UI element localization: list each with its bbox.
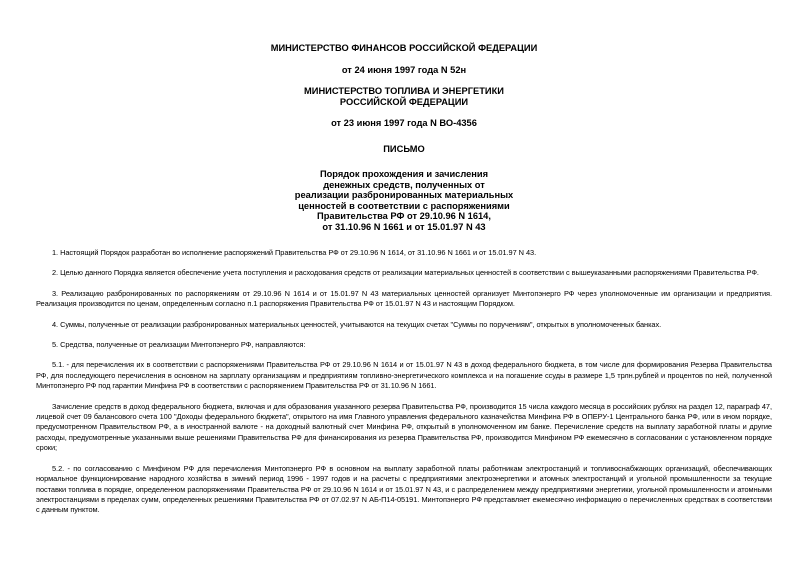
paragraph-5-1: 5.1. - для перечисления их в соответствии с распоряжениями Правительства РФ от 29.10.96 N 1614 и от 15.01.97 N 43 в доход федерального бюджета, в том числе для формирования Резерва Правительства РФ, для последующего перечисления в основном на зарплату организациям и предприятиям топливно-энергетического комплекса и на погашение ссуды в размере 1,5 трлн.рублей и процентов по ней, полученной Минтопэнерго РФ под гарантии Минфина РФ в соответствии с распоряжением Правительства РФ от 31.10.96 N 1661. xyxy=(36,360,772,391)
paragraph-5: 5. Средства, полученные от реализации Минтопэнерго РФ, направляются: xyxy=(52,340,306,350)
paragraph-crediting: Зачисление средств в доход федерального бюджета, включая и для образования указанного резерва Правительства РФ, производится 15 числа каждого месяца в российских рублях на раздел 12, параграф 47, лицевой счет 09 балансового счета 100 "Доходы федерального бюджета", открытого на имя Главного управления федерального казначейства Минфина РФ в ОПЕРУ-1 Центрального банка РФ, или в ином порядке, предусмотренном Правительством РФ, а в иностранной валюте - на доходный валютный счет Минфина РФ, открытый в уполномоченном им банке. Перечисление средств на выплату заработной платы и другие расходы, предусмотренные указанными выше решениями Правительства РФ для финансирования из резерва Правительства РФ, производится Минфином РФ ежемесячно в согласовании с установленном порядке сроки; xyxy=(36,401,772,453)
date-finance: от 24 июня 1997 года N 52н xyxy=(341,64,467,75)
title-line: от 31.10.96 N 1661 и от 15.01.97 N 43 xyxy=(322,221,486,232)
paragraph-5-2: 5.2. - по согласованию с Минфином РФ для перечисления Минтопэнерго РФ в основном на выплату заработной платы работникам электростанций и топливоснабжающих организаций, обеспечивающих нормальное функционирование народного хозяйства в зимний период 1996 - 1997 годов и на расчеты с предприятиями электроэнергетики и атомных электростанций и угольной промышленности за текущие поставки топлива в порядке, определенном распоряжениями Правительства РФ от 29.10.96 N 1614 и от 15.01.97 N 43, и с распределением между предприятиями энергетики, угольной промышленности и атомными электростанциями в пределах сумм, определенных решениями Правительства РФ от 07.02.97 N АБ-П14-05191. Минтопэнерго РФ представляет ежемесячно информацию о перечисленных средствах в соответствии с данным пунктом. xyxy=(36,463,772,515)
paragraph-4: 4. Суммы, полученные от реализации разбронированных материальных ценностей, учитываются на текущих счетах "Суммы по поручениям", открытых в уполномоченных банках. xyxy=(52,319,662,329)
title-line: реализации разбронированных материальных xyxy=(294,190,514,200)
doc-type-heading: ПИСЬМО xyxy=(383,143,425,154)
document-title xyxy=(36,169,772,232)
title-line: Правительства РФ от 29.10.96 N 1614, xyxy=(317,211,491,221)
ministry-energy-heading-line1: МИНИСТЕРСТВО ТОПЛИВА И ЭНЕРГЕТИКИ xyxy=(304,86,504,96)
paragraph-1: 1. Настоящий Порядок разработан во исполнение распоряжений Правительства РФ от 29.10.96 N 1614, от 31.10.96 N 1661 и от 15.01.97 N 43. xyxy=(52,248,537,257)
ministry-finance-heading: МИНИСТЕРСТВО ФИНАНСОВ РОССИЙСКОЙ ФЕДЕРАЦИИ xyxy=(270,43,538,53)
date-energy: от 23 июня 1997 года N ВО-4356 xyxy=(331,118,477,128)
title-line: ценностей в соответствии с распоряжениями xyxy=(298,200,510,211)
paragraph-2: 2. Целью данного Порядка является обеспечение учета поступления и расходования средств от реализации материальных ценностей в соответствии с вышеуказанными распоряжениями Правительства РФ. xyxy=(52,268,759,278)
ministry-energy-heading-line2: РОССИЙСКОЙ ФЕДЕРАЦИИ xyxy=(339,96,469,107)
title-line: денежных средств, полученных от xyxy=(323,179,485,190)
paragraph-3: 3. Реализацию разбронированных по распоряжениям от 29.10.96 N 1614 и от 15.01.97 N 43 материальных ценностей организует Минтопэнерго РФ через уполномоченные им организации и предприятия. Реализация производится по ценам, определенным согласно п.1 распоряжения Правительства РФ от 15.01.97 N 43 и настоящим Порядком. xyxy=(36,288,772,309)
title-line: Порядок прохождения и зачисления xyxy=(319,169,489,179)
